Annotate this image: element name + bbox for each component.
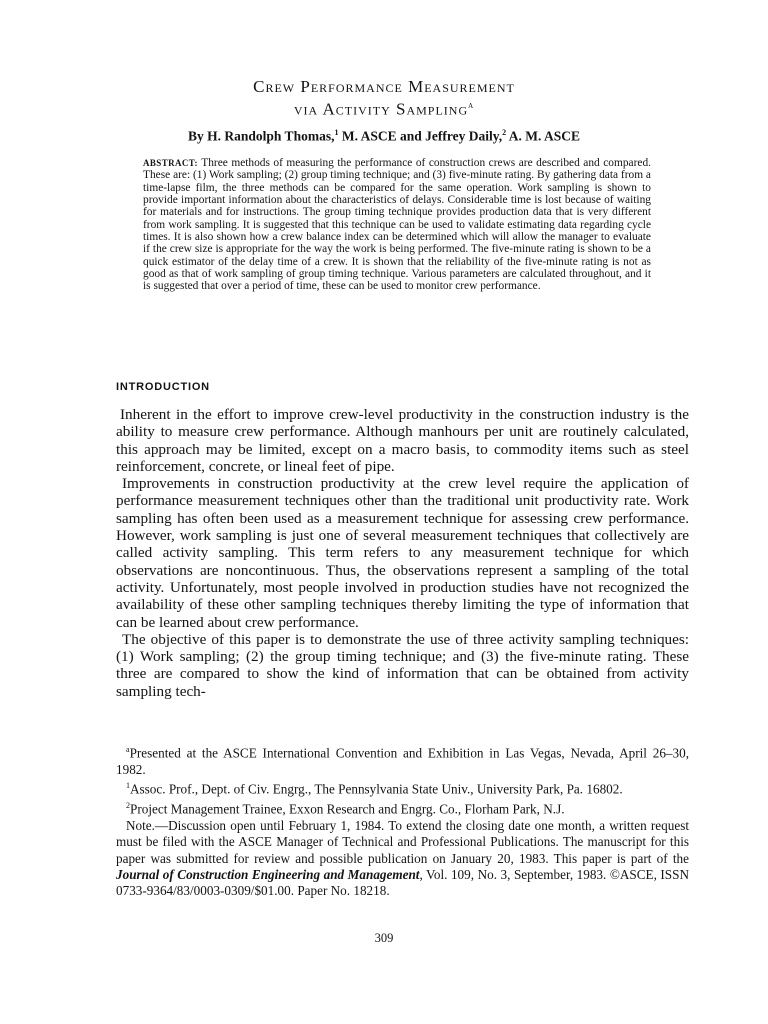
note-text-start: Note.—Discussion open until February 1, 1984. To extend the closing date one month, a written request must be filed with the ASCE Manager of Technical and Professional Publications. The manuscript for this paper was submitted for review and possible publication on January 20, 1983. This paper is part of the [116, 817, 689, 866]
footnote-1-text: Assoc. Prof., Dept. of Civ. Engrg., The Pennsylvania State Univ., University Park, Pa. 16802. [130, 781, 623, 797]
body-text [116, 406, 689, 700]
footnote-2-text: Project Management Trainee, Exxon Research and Engrg. Co., Florham Park, N.J. [130, 801, 565, 817]
note-text-end: , Vol. 109, No. 3, September, 1983. ©ASCE, ISSN 0733-9364/83/0003-0309/$01.00. Paper No. 18218. [116, 867, 689, 899]
author-1-name: By H. Randolph Thomas, [188, 128, 335, 144]
abstract [143, 157, 651, 293]
page-number: 309 [374, 931, 394, 945]
body-paragraph-3: The objective of this paper is to demonstrate the use of three activity sampling techniques: (1) Work sampling; (2) the group timing technique; and (3) the five-minute rating. These three are compared to show the kind of information that can be obtained from activity sampling tech- [116, 630, 689, 700]
footnotes [116, 742, 689, 900]
paper-title-line-1 [0, 77, 768, 97]
body-paragraph-1: Inherent in the effort to improve crew-level productivity in the construction industry is the ability to measure crew performance. Although manhours per unit are routinely calculated, this approach may be limited, except on a macro basis, to commodity items such as steel reinforcement, concrete, or lineal feet of pipe. [116, 406, 689, 475]
journal-name: Journal of Construction Engineering and Management [116, 867, 420, 883]
footnote-a-marker: a [126, 745, 130, 754]
title-text-2: via Activity Sampling [293, 99, 469, 119]
author-1-footnote-marker: 1 [334, 128, 339, 137]
title-footnote-marker: a [468, 100, 475, 111]
author-2-footnote-marker: 2 [502, 128, 507, 137]
footnote-1-marker: 1 [126, 781, 130, 791]
abstract-text: Three methods of measuring the performance of construction crews are described and compared. These are: (1) Work sampling; (2) group timing technique; and (3) five-minute rating. By gathering data from a time-lapse film, the three methods can be compared for the same operation. Work sampling is shown to provide important information about the characteristics of delays. Considerable time is lost because of waiting for materials and for instructions. The group timing technique provides production data that is very different from work sampling. It is suggested that this technique can be used to validate estimating data regarding cycle times. It is also shown how a crew balance index can be determined which will allow the manager to evaluate if the crew size is appropriate for the way the work is being performed. The five-minute rating is shown to be a quick estimator of the delay time of a crew. It is shown that the reliability of the five-minute rating is not as good as that of work sampling of group timing technique. Various parameters are calculated throughout, and it is suggested that over a period of time, these can be used to monitor crew performance. [143, 157, 651, 293]
title-text-1: Crew Performance Measurement [253, 77, 515, 96]
author-2-membership: A. M. ASCE [506, 128, 580, 144]
abstract-label: ABSTRACT: [143, 158, 198, 168]
paper-title-line-2 [0, 96, 768, 120]
section-heading-introduction: INTRODUCTION [116, 381, 210, 393]
footnote-a-text: Presented at the ASCE International Convention and Exhibition in Las Vegas, Nevada, April 26–30, 1982. [116, 745, 689, 777]
author-1-membership: M. ASCE and Jeffrey Daily, [338, 128, 503, 144]
body-paragraph-2: Improvements in construction productivity at the crew level require the application of performance measurement techniques other than the traditional unit productivity rate. Work sampling has often been used as a measurement technique for assessing crew performance. However, work sampling is just one of several measurement techniques that collectively are called activity sampling. This term refers to any measurement technique for which observations are noncontinuous. Thus, the observations represent a sampling of the total activity. Unfortunately, most people involved in production studies have not recognized the availability of these other sampling techniques thereby limiting the type of information that can be learned about crew performance. [116, 475, 689, 631]
discussion-note [116, 818, 689, 900]
footnote-2 [116, 798, 689, 818]
footnote-2-marker: 2 [126, 801, 130, 810]
author-line [0, 124, 768, 146]
footnote-a [116, 742, 689, 778]
footnote-1 [116, 778, 689, 798]
